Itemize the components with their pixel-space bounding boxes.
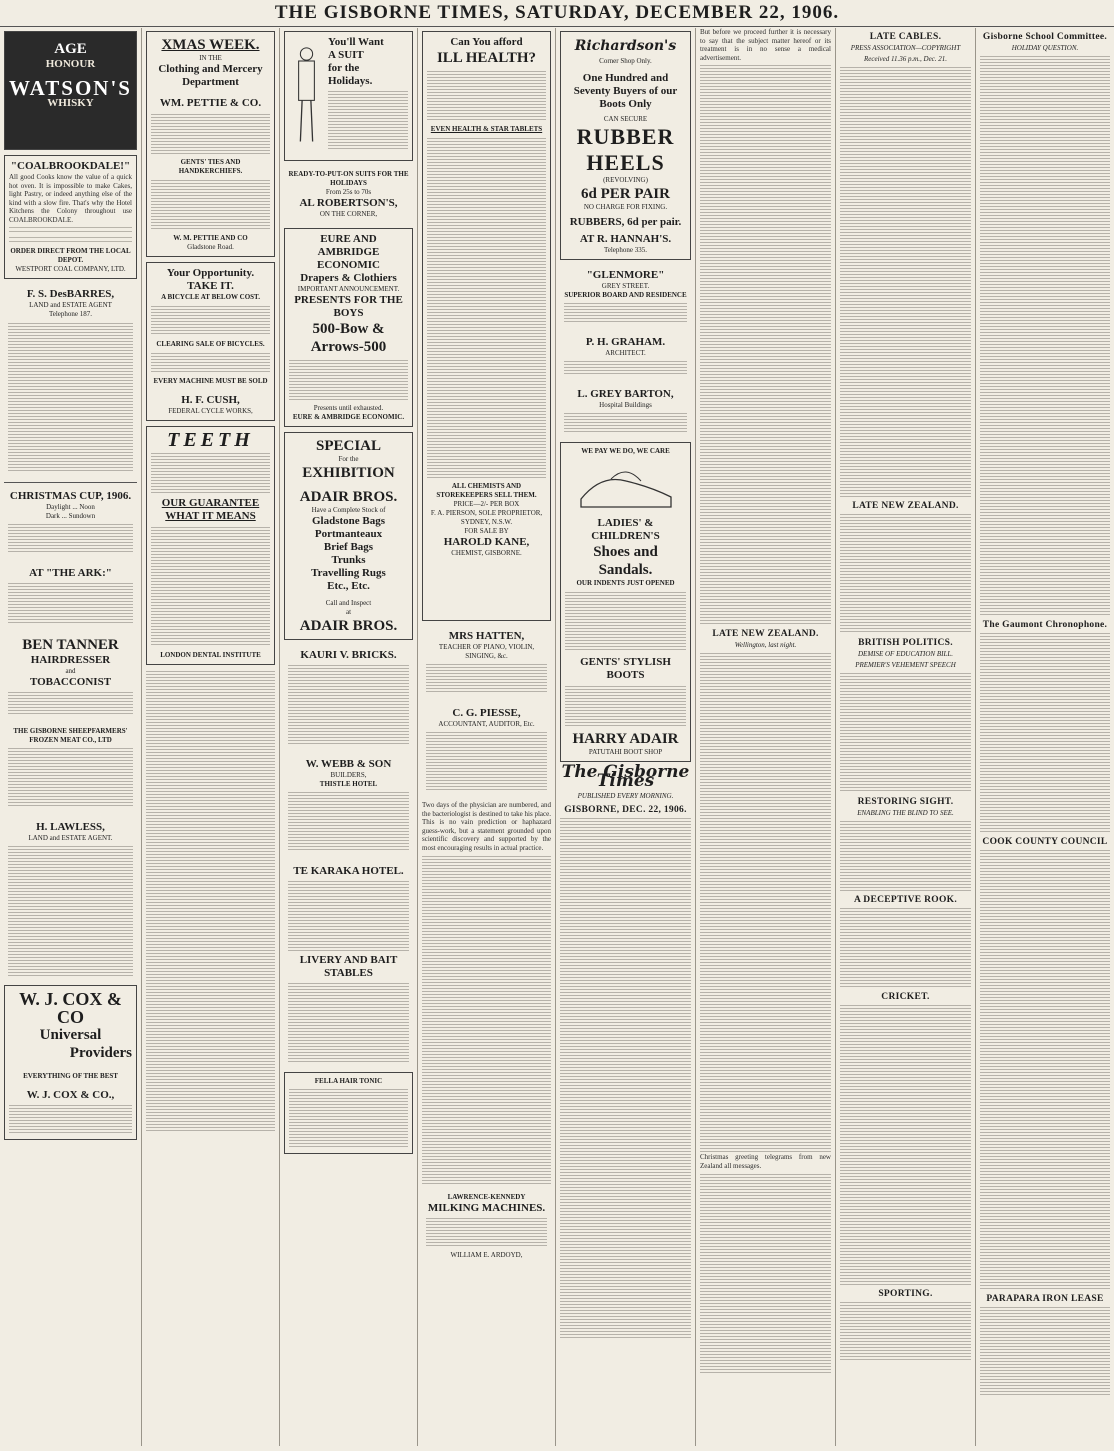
coalbrookdale-company: WESTPORT COAL COMPANY, LTD.	[15, 264, 126, 273]
pettie-name: WM. PETTIE & CO.	[159, 97, 262, 109]
lawrence-kennedy-ad	[422, 1189, 551, 1264]
adair-item-1: Gladstone Bags	[311, 515, 386, 527]
xmas-week-in: IN THE	[199, 54, 222, 62]
column6-christmas: Christmas greeting telegrams from new Zealand all messages.	[700, 1153, 831, 1170]
graham-architect: ARCHITECT.	[605, 349, 646, 357]
cook-council-heading: COOK COUNTY COUNCIL	[982, 837, 1108, 847]
lawless-ad	[4, 817, 137, 980]
lawrence-title: LAWRENCE-KENNEDY	[447, 1192, 526, 1201]
late-cables-press: PRESS ASSOCIATION—COPYRIGHT	[850, 44, 961, 52]
pettie-address: Gladstone Road.	[187, 243, 234, 251]
coalbrookdale-body: All good Cooks know the value of a quick hot oven. It is impossible to make Cakes, light Pastry, or indeed anything else of the kind with a slow fire. That's why the Hotel Kitchens the Colony throughout use COALBROOKDALE.	[9, 173, 132, 224]
glenmore-ad	[560, 265, 691, 327]
special-title: SPECIAL	[315, 438, 382, 454]
adair-item-2: Portmanteaux	[314, 528, 383, 540]
whisky-whisky: WHISKY	[47, 97, 94, 109]
desbarres-ad	[4, 284, 137, 477]
lawless-name: H. LAWLESS,	[36, 820, 105, 833]
bacteriology-article: Two days of the physician are numbered, and the bacteriologist is destined to take his place. This is no vain prediction or haphazard guess-work, but a statement grounded upon scientific discovery and supported by the most encouraging results in actual practice.	[422, 801, 551, 852]
teeth-guarantee: OUR GUARANTEE	[161, 497, 260, 509]
teeth-ad	[146, 426, 275, 665]
harry-adair-sub: PATUTAHI BOOT SHOP	[588, 748, 663, 756]
late-cables-received: Received 11.36 p.m., Dec. 21.	[863, 55, 948, 63]
shoes-ladies: LADIES' & CHILDREN'S	[591, 517, 660, 542]
christmas-cup-title: CHRISTMAS CUP, 1906.	[9, 489, 132, 502]
glenmore-sub: GREY STREET.	[601, 282, 650, 290]
parapara-heading: PARAPARA IRON LEASE	[986, 1294, 1104, 1304]
british-politics-premier: PREMIER'S VEHEMENT SPEECH	[855, 661, 956, 669]
want-line3: for the	[328, 62, 360, 74]
eure-closing: Presents until exhausted.	[313, 404, 384, 412]
ark-title: AT "THE ARK:"	[29, 566, 112, 579]
opportunity-bicycle: A BICYCLE AT BELOW COST.	[161, 293, 260, 301]
barton-name: L. GREY BARTON,	[577, 388, 674, 400]
eure-notice: IMPORTANT ANNOUNCEMENT.	[297, 285, 400, 293]
richardsons-revolving: (REVOLVING)	[603, 176, 648, 184]
richardsons-can: CAN SECURE	[603, 115, 648, 123]
afford-kane: HAROLD KANE,	[443, 536, 530, 548]
cricket-heading: CRICKET.	[881, 992, 930, 1002]
column-6	[696, 28, 836, 1446]
webb-addr: THISTLE HOTEL	[319, 780, 378, 788]
afford-chemists: ALL CHEMISTS AND STOREKEEPERS SELL THEM.	[436, 482, 537, 499]
eure-line1: EURE AND AMBRIDGE	[317, 233, 380, 258]
pettie-gents: GENTS' TIES AND HANDKERCHIEFS.	[178, 158, 243, 175]
piesse-ad	[422, 703, 551, 796]
eure-line3: Drapers & Clothiers	[300, 272, 397, 284]
ark-ad	[4, 563, 137, 627]
afford-price: PRICE—2/- PER BOX	[453, 500, 520, 508]
eure-ambridge-ad	[284, 228, 413, 427]
column6-heading: LATE NEW ZEALAND.	[712, 629, 819, 640]
tanner-role: HAIRDRESSER	[30, 653, 111, 666]
shoes-ad	[560, 442, 691, 762]
coalbrookdale-ad	[4, 155, 137, 279]
richardsons-buyers: One Hundred and Seventy Buyers of our Boots Only	[573, 72, 678, 110]
hair-tonic-ad	[284, 1072, 413, 1154]
richardsons-sixpence: 6d PER PAIR	[581, 186, 670, 202]
masthead: THE GISBORNE TIMES, SATURDAY, DECEMBER 22, 1906.	[0, 0, 1114, 27]
adair-item-3: Brief Bags	[323, 541, 374, 553]
gaumont-heading: The Gaumont Chronophone.	[982, 620, 1108, 630]
shoes-gents: GENTS' STYLISH BOOTS	[580, 656, 671, 681]
man-figure-icon	[289, 36, 324, 156]
richardsons-hannah: AT R. HANNAH'S.	[579, 233, 672, 245]
adair-stock: Have a Complete Stock of	[311, 506, 386, 514]
cush-role: FEDERAL CYCLE WORKS,	[168, 407, 253, 415]
coalbrookdale-title: "COALBROOKDALE!"	[10, 160, 131, 172]
whisky-honour: HONOUR	[45, 58, 96, 70]
hatten-ad	[422, 626, 551, 698]
richardsons-corner: Corner Shop Only.	[599, 57, 652, 65]
restoring-sight-heading: RESTORING SIGHT.	[857, 797, 954, 807]
christmas-cup-ad	[4, 486, 137, 558]
cox-universal: Universal	[39, 1026, 102, 1043]
opportunity-clearing: CLEARING SALE OF BICYCLES.	[156, 340, 265, 348]
cush-name: H. F. CUSH,	[181, 394, 240, 406]
cox-providers: Providers	[69, 1044, 132, 1061]
special-exhibition: EXHIBITION	[302, 465, 395, 481]
graham-name: P. H. GRAHAM.	[585, 336, 666, 348]
ready-price: From 25s to 70s	[325, 188, 372, 196]
webb-role: BUILDERS,	[330, 771, 367, 779]
teeth-institute: LONDON DENTAL INSTITUTE	[160, 651, 261, 659]
desbarres-name: F. S. DesBARRES,	[26, 287, 115, 300]
column-7	[836, 28, 976, 1446]
want-line2: A SUIT	[328, 49, 364, 61]
eure-boys: PRESENTS FOR THE BOYS	[294, 294, 403, 319]
robertson-suit-ad	[284, 31, 413, 161]
hatten-role: TEACHER OF PIANO, VIOLIN, SINGING, &c.	[438, 643, 535, 660]
tanner-role2: TOBACCONIST	[29, 675, 112, 688]
karaka-name: TE KARAKA HOTEL.	[293, 865, 404, 877]
opportunity-take: TAKE IT.	[187, 280, 234, 292]
opportunity-title: Your Opportunity.	[166, 267, 255, 279]
richardsons-rubber: RUBBER HEELS	[576, 124, 675, 175]
christmas-cup-daylight: Daylight ... Noon	[46, 502, 95, 511]
lawrence-sub: MILKING MACHINES.	[427, 1201, 546, 1214]
desbarres-role: LAND and ESTATE AGENT	[29, 300, 112, 309]
british-politics-demise: DEMISE OF EDUCATION BILL.	[857, 650, 953, 658]
frozen-meat-ad	[4, 723, 137, 812]
ready-to-put-on-ad	[284, 166, 413, 223]
pettie-name2: W. M. PETTIE AND CO	[173, 234, 248, 242]
column6-body-intro: But before we proceed further it is necessary to say that the subject matter hereof or its treatment is in no sense a medical advertisement.	[700, 28, 831, 62]
webb-name: W. WEBB & SON	[305, 758, 392, 770]
karaka-livery: LIVERY AND BAIT STABLES	[299, 954, 398, 979]
late-nz-heading: LATE NEW ZEALAND.	[852, 501, 959, 511]
ready-text: READY-TO-PUT-ON SUITS FOR THE HOLIDAYS	[288, 170, 409, 187]
adair-item-6: Etc., Etc.	[327, 580, 370, 592]
glenmore-title: "GLENMORE"	[586, 269, 665, 281]
whisky-watsons: WATSON'S	[9, 76, 132, 100]
richardsons-rubbers: RUBBERS, 6d per pair.	[569, 216, 682, 228]
hatten-name: MRS HATTEN,	[448, 630, 525, 642]
shoes-head: WE PAY WE DO, WE CARE	[581, 447, 670, 455]
opportunity-ad	[146, 262, 275, 421]
teeth-title: TEETH	[167, 429, 254, 451]
late-cables-heading: LATE CABLES.	[869, 32, 942, 42]
teeth-means: WHAT IT MEANS	[165, 510, 256, 522]
cox-name: W. J. COX & CO	[19, 988, 122, 1027]
barton-sub: Hospital Buildings	[599, 401, 652, 409]
tanner-name: BEN TANNER	[22, 636, 119, 653]
school-holiday: HOLIDAY QUESTION.	[1011, 44, 1079, 52]
cox-ad	[4, 985, 137, 1140]
deceptive-rook-heading: A DECEPTIVE ROOK.	[853, 895, 958, 905]
adair-item-4: Trunks	[331, 554, 366, 566]
column-3	[280, 28, 418, 1446]
eure-bow: 500-Bow & Arrows-500	[310, 321, 387, 355]
gisborne-times-logo: The Gisborne Times	[561, 762, 690, 791]
want-line4: Holidays.	[328, 75, 373, 87]
xmas-week-ad	[146, 31, 275, 257]
british-politics-heading: BRITISH POLITICS.	[858, 638, 953, 648]
health-ad	[422, 31, 551, 621]
xmas-week-title: XMAS WEEK.	[161, 37, 260, 53]
whisky-ad	[4, 31, 137, 150]
cox-name2: W. J. COX & CO.,	[26, 1088, 115, 1101]
special-for: For the	[338, 455, 359, 463]
xmas-week-dept: Clothing and Mercery Department	[158, 63, 263, 88]
richardsons-ad	[560, 31, 691, 260]
column-1	[0, 28, 142, 1446]
desbarres-tel: Telephone 187.	[48, 309, 93, 318]
kauri-ad	[284, 645, 413, 749]
afford-sale: FOR SALE BY	[464, 527, 509, 535]
tanner-ad	[4, 632, 137, 718]
adair-call: Call and Inspect	[325, 599, 372, 607]
afford-tablets: EVEN HEALTH & STAR TABLETS	[430, 125, 543, 133]
whisky-age: AGE	[54, 41, 87, 57]
sporting-heading: SPORTING.	[878, 1289, 933, 1299]
tanner-and: and	[65, 666, 76, 675]
adair-bros-ad	[284, 432, 413, 640]
richardsons-tel: Telephone 335.	[603, 246, 648, 254]
cox-tag: EVERYTHING OF THE BEST	[23, 1071, 118, 1080]
adair-name2: ADAIR BROS.	[299, 618, 398, 634]
graham-ad	[560, 332, 691, 379]
shoes-opened: OUR INDENTS JUST OPENED	[576, 579, 675, 587]
afford-sub: ILL HEALTH?	[436, 50, 537, 66]
webb-ad	[284, 754, 413, 856]
adair-name: ADAIR BROS.	[299, 489, 398, 505]
robertson-name: AL ROBERTSON'S,	[299, 197, 398, 209]
richardsons-fixing: NO CHARGE FOR FIXING.	[583, 203, 668, 211]
eure-line2: ECONOMIC	[317, 259, 380, 271]
column-8	[976, 28, 1114, 1446]
glenmore-line: SUPERIOR BOARD AND RESIDENCE	[564, 291, 687, 299]
want-line1: You'll Want	[328, 36, 384, 48]
opportunity-machine: EVERY MACHINE MUST BE SOLD	[153, 377, 268, 385]
piesse-role: ACCOUNTANT, AUDITOR, Etc.	[438, 720, 535, 728]
column6-wellington: Wellington, last night.	[734, 641, 797, 650]
column-4	[418, 28, 556, 1446]
christmas-cup-dark: Dark ... Sundown	[45, 511, 96, 520]
hair-title: FELLA HAIR TONIC	[314, 1077, 383, 1085]
column-2	[142, 28, 280, 1446]
published-line: PUBLISHED EVERY MORNING.	[577, 792, 674, 800]
kauri-title: KAURI V. BRICKS.	[300, 649, 397, 661]
column-5	[556, 28, 696, 1446]
restoring-sight-sub: ENABLING THE BLIND TO SEE.	[857, 809, 954, 817]
coalbrookdale-order: ORDER DIRECT FROM THE LOCAL DEPOT.	[10, 246, 131, 264]
editorial-date: GISBORNE, DEC. 22, 1906.	[564, 805, 687, 815]
shoes-title: Shoes and Sandals.	[593, 544, 658, 578]
afford-pierson: F. A. PIERSON, SOLE PROPRIETOR, SYDNEY, N.S.W.	[430, 509, 543, 526]
eure-sig: EURE & AMBRIDGE ECONOMIC.	[292, 413, 405, 421]
barton-ad	[560, 384, 691, 437]
lawless-role: LAND and ESTATE AGENT.	[28, 833, 113, 842]
afford-chemist: CHEMIST, GISBORNE.	[451, 549, 522, 557]
piesse-name: C. G. PIESSE,	[452, 707, 521, 719]
robertson-corner: ON THE CORNER,	[319, 210, 378, 218]
shoe-icon	[571, 459, 681, 514]
afford-title: Can You afford	[450, 36, 523, 48]
karaka-ad	[284, 861, 413, 1067]
lawrence-name: WILLIAM E. ARDOYD,	[450, 1250, 523, 1259]
adair-item-5: Travelling Rugs	[311, 567, 386, 579]
harry-adair: HARRY ADAIR	[572, 731, 679, 747]
adair-at: at	[345, 608, 352, 616]
richardsons-logo: Richardson's	[574, 38, 677, 54]
frozen-meat-name: THE GISBORNE SHEEPFARMERS' FROZEN MEAT CO., LTD	[13, 726, 128, 744]
school-committee-heading: Gisborne School Committee.	[982, 32, 1108, 42]
